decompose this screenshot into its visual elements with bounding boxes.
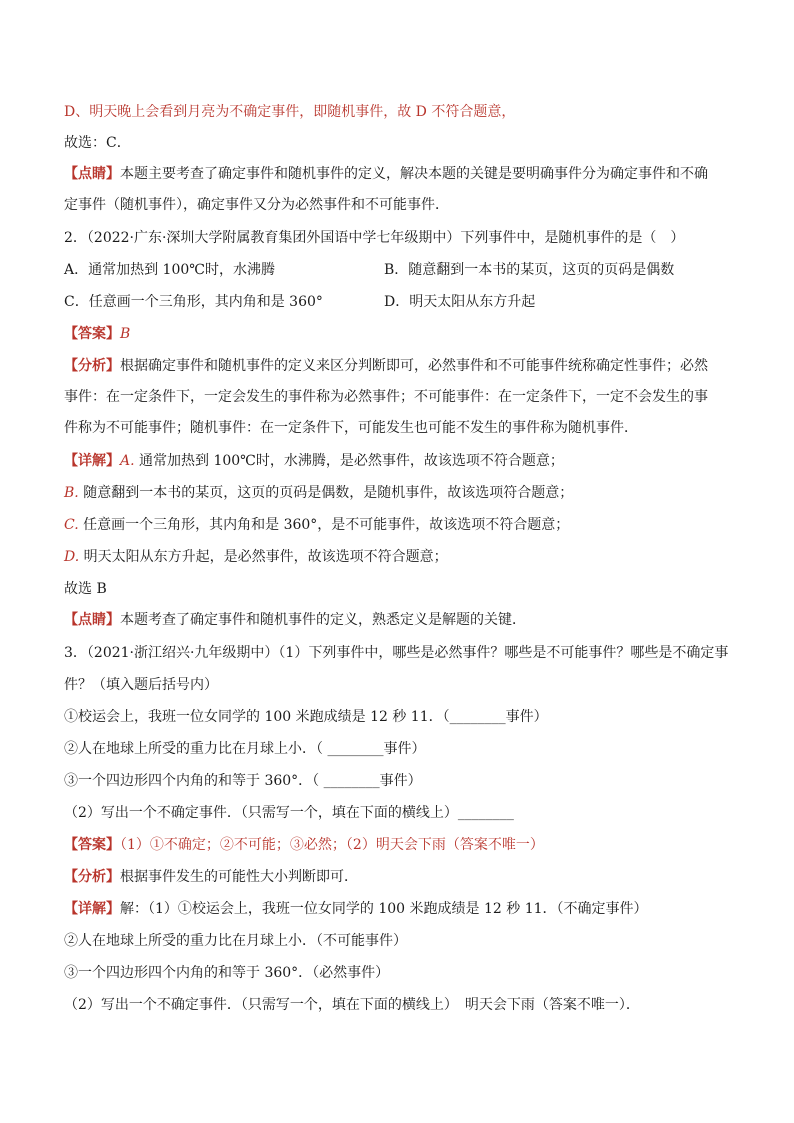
question-2-option-d: D．明天太阳从东方升起 (384, 294, 536, 310)
comment-line-2: 定事件（随机事件），确定事件又分为必然事件和不可能事件． (64, 197, 449, 213)
detail-c-label: C. (64, 517, 79, 533)
detail-tag: 【详解】 (64, 901, 120, 917)
analysis-text: 根据事件发生的可能性大小判断即可． (120, 869, 358, 885)
question-3-item-4: （2）写出一个不确定事件．（只需写一个，填在下面的横线上）________ (64, 805, 514, 821)
analysis-tag: 【分析】 (64, 358, 120, 374)
question-3-detail-4: （2）写出一个不确定事件．（只需写一个，填在下面的横线上） 明天会下雨（答案不唯一）． (64, 997, 640, 1013)
detail-d-label: D. (64, 549, 80, 565)
question-2-option-a: A．通常加热到 100℃时，水沸腾 (64, 262, 275, 278)
comment-tag: 【点睛】 (64, 612, 120, 628)
question-3-detail-1 (64, 899, 648, 919)
detail-d-text: 明天太阳从东方升起，是必然事件，故该选项不符合题意； (83, 549, 448, 565)
question-3-detail-2: ②人在地球上所受的重力比在月球上小．（不可能事件） (64, 933, 407, 949)
question-2-detail-b (64, 483, 573, 503)
question-2-stem: 2．（2022·广东·深圳大学附属教育集团外国语中学七年级期中）下列事件中，是随机事件的是（ ） (64, 230, 685, 246)
question-2-comment (64, 610, 526, 630)
comment-text: 本题考查了确定事件和随机事件的定义，熟悉定义是解题的关键． (120, 612, 526, 628)
question-2-analysis-1 (64, 356, 708, 376)
selection-line: 故选：C． (64, 135, 131, 151)
analysis-text: 根据确定事件和随机事件的定义来区分判断即可，必然事件和不可能事件统称确定性事件；必然 (120, 358, 708, 374)
question-3-analysis (64, 867, 358, 887)
question-2-answer (64, 324, 130, 344)
question-2-detail-c (64, 515, 569, 535)
question-3-item-3: ③一个四边形四个内角的和等于 360°．（ ________事件） (64, 773, 422, 789)
question-2-analysis-2: 事件：在一定条件下，一定会发生的事件称为必然事件；不可能事件：在一定条件下，一定不会发生的事 (64, 389, 708, 405)
question-2-option-b: B．随意翻到一本书的某页，这页的页码是偶数 (384, 262, 675, 278)
question-3-answer (64, 835, 544, 855)
answer-value: B (120, 326, 131, 342)
question-3-stem-2: 件？（填入题后括号内） (64, 677, 218, 693)
question-2-detail-d (64, 547, 448, 567)
detail-a-label: A. (120, 453, 135, 469)
answer-tag: 【答案】 (64, 837, 120, 853)
question-2-analysis-3: 件称为不可能事件；随机事件：在一定条件下，可能发生也可能不发生的事件称为随机事件． (64, 420, 638, 436)
question-3-item-1: ①校运会上，我班一位女同学的 100 米跑成绩是 12 秒 11．（________事件） (64, 709, 548, 725)
question-3-item-2: ②人在地球上所受的重力比在月球上小．（ ________事件） (64, 741, 426, 757)
question-2-selection: 故选 B (64, 581, 107, 597)
detail-b-label: B. (64, 485, 79, 501)
comment-text: 本题主要考查了确定事件和随机事件的定义，解决本题的关键是要明确事件分为确定事件和不确 (120, 166, 708, 182)
answer-tag: 【答案】 (64, 326, 120, 342)
question-2-detail-a (64, 451, 564, 471)
answer-value: （1）①不确定；②不可能；③必然；（2）明天会下雨（答案不唯一） (120, 837, 544, 853)
question-2-option-c: C．任意画一个三角形，其内角和是 360° (64, 294, 323, 310)
question-3-stem-1: 3．（2021·浙江绍兴·九年级期中）（1）下列事件中，哪些是必然事件？哪些是不可能事件？哪些是不确定事 (64, 645, 729, 661)
detail-a-text: 通常加热到 100℃时，水沸腾，是必然事件，故该选项不符合题意； (139, 453, 564, 469)
detail-text: 解：（1）①校运会上，我班一位女同学的 100 米跑成绩是 12 秒 11．（不确定事件） (120, 901, 648, 917)
comment-line-1 (64, 164, 708, 184)
detail-c-text: 任意画一个三角形，其内角和是 360°，是不可能事件，故该选项不符合题意； (83, 517, 570, 533)
detail-tag: 【详解】 (64, 453, 120, 469)
comment-tag: 【点睛】 (64, 166, 120, 182)
option-d-conclusion: D、明天晚上会看到月亮为不确定事件，即随机事件，故 D 不符合题意， (64, 104, 516, 120)
analysis-tag: 【分析】 (64, 869, 120, 885)
detail-b-text: 随意翻到一本书的某页，这页的页码是偶数，是随机事件，故该选项符合题意； (83, 485, 574, 501)
question-3-detail-3: ③一个四边形四个内角的和等于 360°．（必然事件） (64, 965, 390, 981)
